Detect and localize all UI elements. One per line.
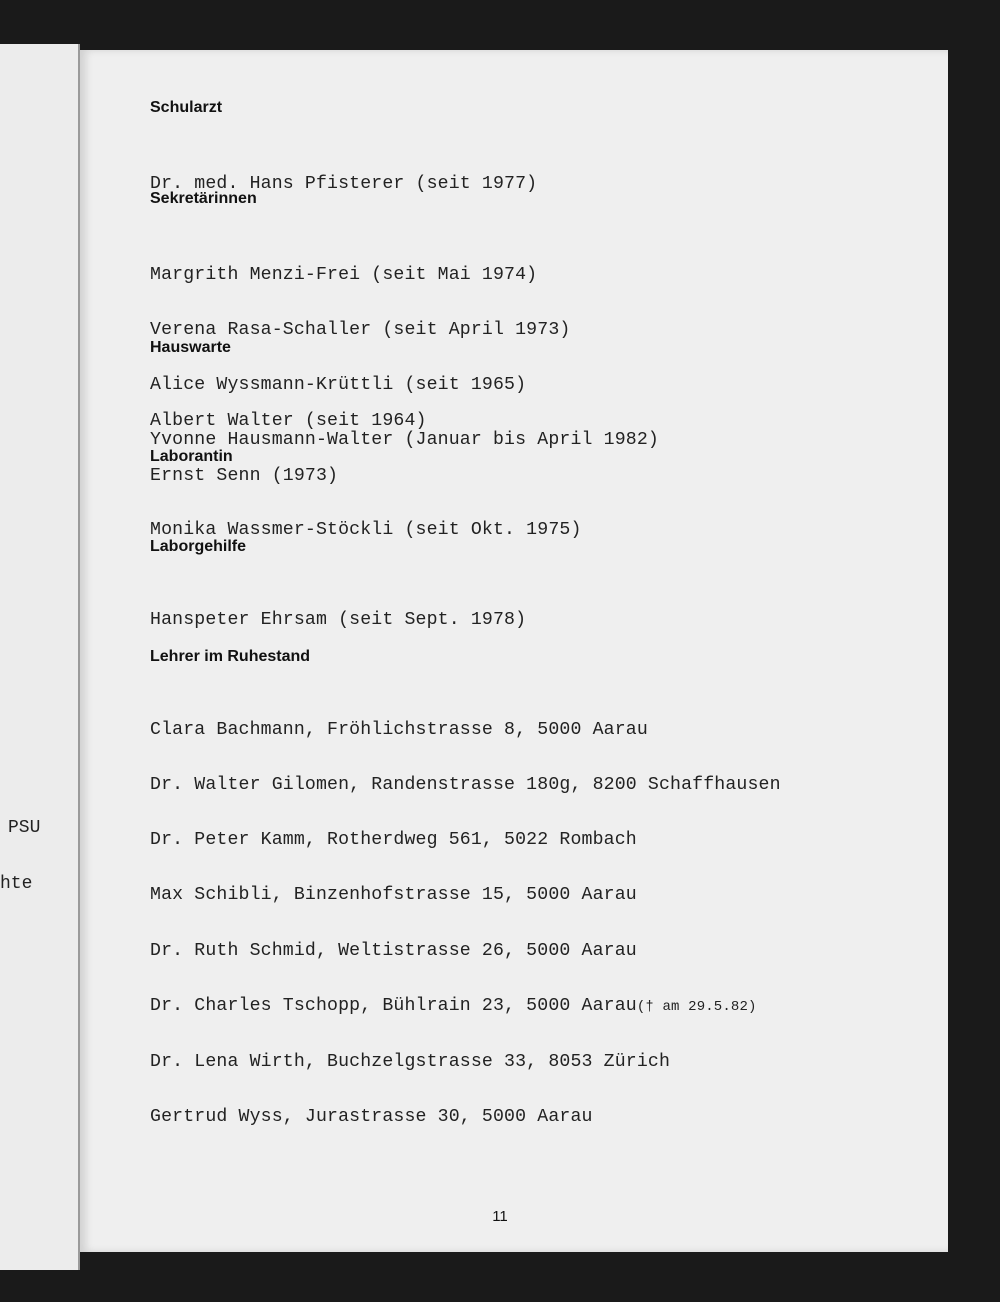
text-line: Dr. Lena Wirth, Buchzelgstrasse 33, 8053 Zürich bbox=[150, 1052, 671, 1073]
left-page-text-fragment: PSU bbox=[8, 818, 41, 838]
text-line: Dr. med. Hans Pfisterer (seit 1977) bbox=[150, 173, 538, 194]
text-line: Albert Walter (seit 1964) bbox=[150, 410, 427, 431]
text-line: Dr. Walter Gilomen, Randenstrasse 180g, 8200 Schaffhausen bbox=[150, 775, 781, 796]
death-annotation: († am 29.5.82) bbox=[636, 998, 757, 1015]
text-line: Alice Wyssmann-Krüttli (seit 1965) bbox=[150, 375, 527, 396]
text-line: Monika Wassmer-Stöckli (seit Okt. 1975) bbox=[150, 519, 582, 540]
section-body-ruhestand bbox=[150, 684, 781, 1164]
section-heading-laborantin: Laborantin bbox=[150, 448, 233, 465]
page-number: 11 bbox=[492, 1208, 508, 1225]
text-line: Dr. Peter Kamm, Rotherdweg 561, 5022 Rombach bbox=[150, 830, 637, 851]
text-line: Yvonne Hausmann-Walter (Januar bis April 1982) bbox=[150, 430, 659, 451]
left-page-edge bbox=[0, 44, 80, 1270]
text-line: Hanspeter Ehrsam (seit Sept. 1978) bbox=[150, 609, 527, 630]
section-body-schularzt bbox=[150, 138, 537, 230]
section-heading-sekretaerinnen: Sekretärinnen bbox=[150, 190, 257, 207]
text-line: Dr. Charles Tschopp, Bühlrain 23, 5000 Aarau bbox=[150, 995, 637, 1016]
text-line-with-note bbox=[150, 997, 781, 1016]
text-line: Dr. Ruth Schmid, Weltistrasse 26, 5000 Aarau bbox=[150, 940, 637, 961]
text-line: Gertrud Wyss, Jurastrasse 30, 5000 Aarau bbox=[150, 1107, 593, 1128]
section-heading-hauswarte: Hauswarte bbox=[150, 339, 231, 356]
section-heading-laborgehilfe: Laborgehilfe bbox=[150, 538, 247, 555]
text-line: Verena Rasa-Schaller (seit April 1973) bbox=[150, 320, 571, 341]
section-heading-ruhestand: Lehrer im Ruhestand bbox=[150, 648, 311, 665]
left-page-text-fragment: hte bbox=[0, 874, 33, 894]
text-line: Clara Bachmann, Fröhlichstrasse 8, 5000 Aarau bbox=[150, 719, 648, 740]
document-page bbox=[80, 50, 948, 1252]
text-line: Max Schibli, Binzenhofstrasse 15, 5000 Aarau bbox=[150, 885, 637, 906]
text-line: Ernst Senn (1973) bbox=[150, 466, 339, 487]
section-heading-schularzt: Schularzt bbox=[150, 99, 223, 116]
section-body-laborantin bbox=[150, 484, 582, 576]
text-line: Margrith Menzi-Frei (seit Mai 1974) bbox=[150, 264, 538, 285]
